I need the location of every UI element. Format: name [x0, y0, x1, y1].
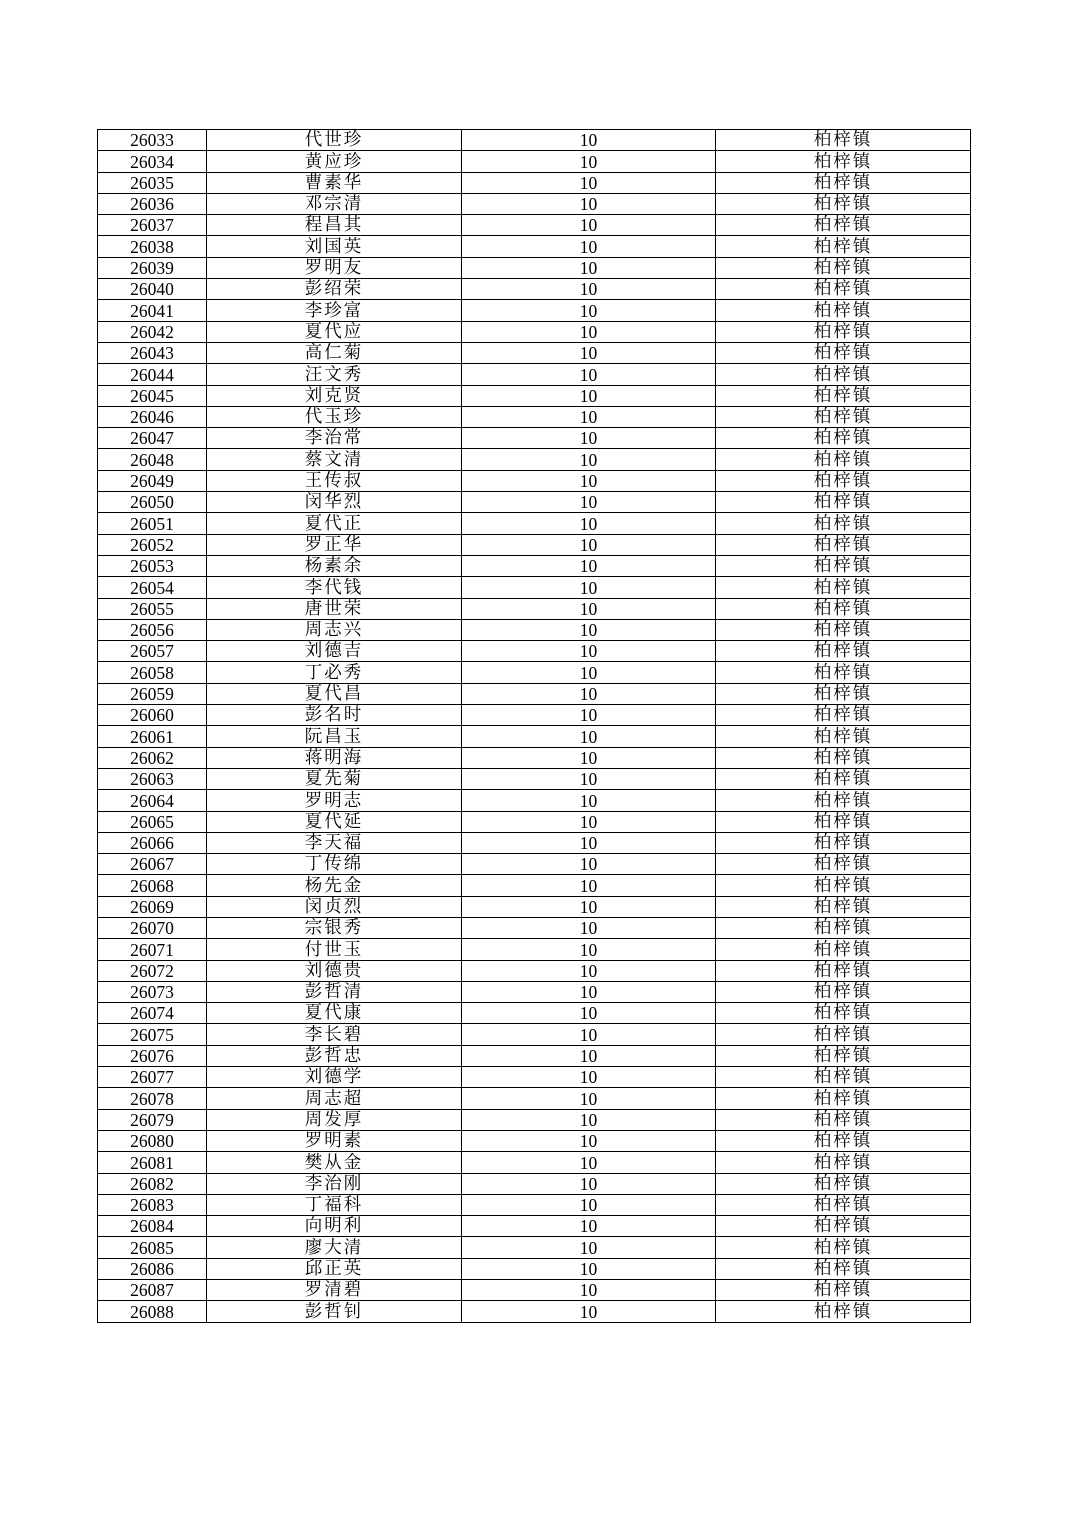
amount-cell: 10: [462, 1067, 716, 1088]
town-cell: 柏梓镇: [716, 875, 971, 896]
name-cell: 代玉珍: [207, 406, 462, 427]
table-row: [98, 1301, 971, 1322]
table-row: [98, 130, 971, 151]
name-cell: 夏代昌: [207, 683, 462, 704]
id-cell: 26033: [98, 130, 207, 151]
town-cell: 柏梓镇: [716, 257, 971, 278]
id-cell: 26086: [98, 1258, 207, 1279]
id-cell: 26047: [98, 428, 207, 449]
id-cell: 26051: [98, 513, 207, 534]
name-cell: 丁必秀: [207, 662, 462, 683]
town-cell: 柏梓镇: [716, 768, 971, 789]
amount-cell: 10: [462, 492, 716, 513]
name-cell: 丁传绵: [207, 854, 462, 875]
town-cell: 柏梓镇: [716, 939, 971, 960]
amount-cell: 10: [462, 747, 716, 768]
table-row: [98, 1045, 971, 1066]
id-cell: 26069: [98, 896, 207, 917]
name-cell: 李代钱: [207, 577, 462, 598]
id-cell: 26039: [98, 257, 207, 278]
town-cell: 柏梓镇: [716, 236, 971, 257]
name-cell: 罗明友: [207, 257, 462, 278]
id-cell: 26036: [98, 193, 207, 214]
name-cell: 彭哲清: [207, 981, 462, 1002]
name-cell: 蒋明海: [207, 747, 462, 768]
town-cell: 柏梓镇: [716, 917, 971, 938]
town-cell: 柏梓镇: [716, 342, 971, 363]
table-row: [98, 151, 971, 172]
table-row: [98, 406, 971, 427]
name-cell: 罗明志: [207, 790, 462, 811]
amount-cell: 10: [462, 1280, 716, 1301]
table-row: [98, 555, 971, 576]
table-row: [98, 726, 971, 747]
id-cell: 26038: [98, 236, 207, 257]
name-cell: 刘德贵: [207, 960, 462, 981]
id-cell: 26040: [98, 279, 207, 300]
id-cell: 26037: [98, 215, 207, 236]
table-row: [98, 577, 971, 598]
name-cell: 周志兴: [207, 619, 462, 640]
name-cell: 唐世荣: [207, 598, 462, 619]
table-row: [98, 193, 971, 214]
amount-cell: 10: [462, 726, 716, 747]
amount-cell: 10: [462, 215, 716, 236]
name-cell: 向明利: [207, 1216, 462, 1237]
table-row: [98, 1003, 971, 1024]
town-cell: 柏梓镇: [716, 1258, 971, 1279]
amount-cell: 10: [462, 768, 716, 789]
table-row: [98, 832, 971, 853]
town-cell: 柏梓镇: [716, 1088, 971, 1109]
id-cell: 26084: [98, 1216, 207, 1237]
name-cell: 刘德学: [207, 1067, 462, 1088]
town-cell: 柏梓镇: [716, 726, 971, 747]
id-cell: 26085: [98, 1237, 207, 1258]
amount-cell: 10: [462, 1045, 716, 1066]
table-row: [98, 1109, 971, 1130]
table-row: [98, 854, 971, 875]
amount-cell: 10: [462, 1152, 716, 1173]
amount-cell: 10: [462, 939, 716, 960]
id-cell: 26048: [98, 449, 207, 470]
amount-cell: 10: [462, 193, 716, 214]
amount-cell: 10: [462, 300, 716, 321]
table-row: [98, 683, 971, 704]
amount-cell: 10: [462, 1088, 716, 1109]
table-row: [98, 917, 971, 938]
amount-cell: 10: [462, 790, 716, 811]
amount-cell: 10: [462, 598, 716, 619]
amount-cell: 10: [462, 577, 716, 598]
amount-cell: 10: [462, 705, 716, 726]
town-cell: 柏梓镇: [716, 321, 971, 342]
town-cell: 柏梓镇: [716, 470, 971, 491]
id-cell: 26043: [98, 342, 207, 363]
town-cell: 柏梓镇: [716, 1130, 971, 1151]
name-cell: 曹素华: [207, 172, 462, 193]
id-cell: 26041: [98, 300, 207, 321]
name-cell: 夏先菊: [207, 768, 462, 789]
amount-cell: 10: [462, 555, 716, 576]
town-cell: 柏梓镇: [716, 513, 971, 534]
roster-table: [97, 129, 971, 1323]
name-cell: 罗明素: [207, 1130, 462, 1151]
id-cell: 26058: [98, 662, 207, 683]
id-cell: 26076: [98, 1045, 207, 1066]
amount-cell: 10: [462, 364, 716, 385]
amount-cell: 10: [462, 1258, 716, 1279]
id-cell: 26067: [98, 854, 207, 875]
table-row: [98, 172, 971, 193]
id-cell: 26035: [98, 172, 207, 193]
roster-sheet: [97, 129, 970, 1323]
name-cell: 周志超: [207, 1088, 462, 1109]
amount-cell: 10: [462, 513, 716, 534]
name-cell: 刘德吉: [207, 641, 462, 662]
table-row: [98, 1130, 971, 1151]
name-cell: 彭名时: [207, 705, 462, 726]
name-cell: 高仁菊: [207, 342, 462, 363]
amount-cell: 10: [462, 1173, 716, 1194]
town-cell: 柏梓镇: [716, 811, 971, 832]
table-row: [98, 768, 971, 789]
table-row: [98, 939, 971, 960]
id-cell: 26062: [98, 747, 207, 768]
table-row: [98, 960, 971, 981]
table-row: [98, 321, 971, 342]
id-cell: 26053: [98, 555, 207, 576]
town-cell: 柏梓镇: [716, 790, 971, 811]
id-cell: 26065: [98, 811, 207, 832]
town-cell: 柏梓镇: [716, 1301, 971, 1322]
amount-cell: 10: [462, 172, 716, 193]
id-cell: 26059: [98, 683, 207, 704]
table-row: [98, 790, 971, 811]
town-cell: 柏梓镇: [716, 279, 971, 300]
town-cell: 柏梓镇: [716, 1024, 971, 1045]
id-cell: 26063: [98, 768, 207, 789]
table-row: [98, 236, 971, 257]
town-cell: 柏梓镇: [716, 1152, 971, 1173]
table-row: [98, 981, 971, 1002]
table-row: [98, 747, 971, 768]
town-cell: 柏梓镇: [716, 428, 971, 449]
town-cell: 柏梓镇: [716, 832, 971, 853]
amount-cell: 10: [462, 875, 716, 896]
id-cell: 26083: [98, 1194, 207, 1215]
id-cell: 26073: [98, 981, 207, 1002]
table-row: [98, 662, 971, 683]
table-row: [98, 364, 971, 385]
amount-cell: 10: [462, 917, 716, 938]
town-cell: 柏梓镇: [716, 385, 971, 406]
name-cell: 樊从金: [207, 1152, 462, 1173]
name-cell: 彭哲钊: [207, 1301, 462, 1322]
name-cell: 夏代正: [207, 513, 462, 534]
name-cell: 王传叔: [207, 470, 462, 491]
id-cell: 26064: [98, 790, 207, 811]
town-cell: 柏梓镇: [716, 1237, 971, 1258]
town-cell: 柏梓镇: [716, 619, 971, 640]
town-cell: 柏梓镇: [716, 641, 971, 662]
amount-cell: 10: [462, 683, 716, 704]
town-cell: 柏梓镇: [716, 130, 971, 151]
id-cell: 26068: [98, 875, 207, 896]
name-cell: 李天福: [207, 832, 462, 853]
amount-cell: 10: [462, 342, 716, 363]
name-cell: 李治常: [207, 428, 462, 449]
town-cell: 柏梓镇: [716, 960, 971, 981]
town-cell: 柏梓镇: [716, 449, 971, 470]
id-cell: 26056: [98, 619, 207, 640]
amount-cell: 10: [462, 960, 716, 981]
town-cell: 柏梓镇: [716, 1109, 971, 1130]
name-cell: 闵贞烈: [207, 896, 462, 917]
amount-cell: 10: [462, 236, 716, 257]
town-cell: 柏梓镇: [716, 662, 971, 683]
name-cell: 闵华烈: [207, 492, 462, 513]
id-cell: 26052: [98, 534, 207, 555]
table-row: [98, 1152, 971, 1173]
town-cell: 柏梓镇: [716, 896, 971, 917]
town-cell: 柏梓镇: [716, 683, 971, 704]
name-cell: 李治刚: [207, 1173, 462, 1194]
id-cell: 26080: [98, 1130, 207, 1151]
amount-cell: 10: [462, 896, 716, 917]
name-cell: 李长碧: [207, 1024, 462, 1045]
roster-table-body: [98, 130, 971, 1323]
table-row: [98, 1194, 971, 1215]
town-cell: 柏梓镇: [716, 193, 971, 214]
amount-cell: 10: [462, 470, 716, 491]
name-cell: 程昌其: [207, 215, 462, 236]
amount-cell: 10: [462, 130, 716, 151]
amount-cell: 10: [462, 151, 716, 172]
name-cell: 丁福科: [207, 1194, 462, 1215]
town-cell: 柏梓镇: [716, 598, 971, 619]
amount-cell: 10: [462, 662, 716, 683]
table-row: [98, 1216, 971, 1237]
name-cell: 阮昌玉: [207, 726, 462, 747]
amount-cell: 10: [462, 1109, 716, 1130]
id-cell: 26071: [98, 939, 207, 960]
table-row: [98, 896, 971, 917]
town-cell: 柏梓镇: [716, 151, 971, 172]
name-cell: 罗清碧: [207, 1280, 462, 1301]
town-cell: 柏梓镇: [716, 705, 971, 726]
table-row: [98, 598, 971, 619]
id-cell: 26077: [98, 1067, 207, 1088]
town-cell: 柏梓镇: [716, 854, 971, 875]
id-cell: 26049: [98, 470, 207, 491]
id-cell: 26054: [98, 577, 207, 598]
table-row: [98, 492, 971, 513]
amount-cell: 10: [462, 279, 716, 300]
name-cell: 彭绍荣: [207, 279, 462, 300]
id-cell: 26075: [98, 1024, 207, 1045]
town-cell: 柏梓镇: [716, 300, 971, 321]
name-cell: 代世珍: [207, 130, 462, 151]
name-cell: 付世玉: [207, 939, 462, 960]
table-row: [98, 385, 971, 406]
name-cell: 杨素余: [207, 555, 462, 576]
amount-cell: 10: [462, 811, 716, 832]
table-row: [98, 1088, 971, 1109]
town-cell: 柏梓镇: [716, 981, 971, 1002]
town-cell: 柏梓镇: [716, 555, 971, 576]
amount-cell: 10: [462, 534, 716, 555]
name-cell: 蔡文清: [207, 449, 462, 470]
town-cell: 柏梓镇: [716, 1045, 971, 1066]
table-row: [98, 279, 971, 300]
town-cell: 柏梓镇: [716, 1194, 971, 1215]
amount-cell: 10: [462, 1024, 716, 1045]
id-cell: 26081: [98, 1152, 207, 1173]
id-cell: 26070: [98, 917, 207, 938]
id-cell: 26088: [98, 1301, 207, 1322]
id-cell: 26034: [98, 151, 207, 172]
amount-cell: 10: [462, 1003, 716, 1024]
name-cell: 邱正英: [207, 1258, 462, 1279]
name-cell: 宗银秀: [207, 917, 462, 938]
town-cell: 柏梓镇: [716, 1067, 971, 1088]
name-cell: 李珍富: [207, 300, 462, 321]
table-row: [98, 534, 971, 555]
table-row: [98, 300, 971, 321]
name-cell: 刘国英: [207, 236, 462, 257]
amount-cell: 10: [462, 1237, 716, 1258]
name-cell: 黄应珍: [207, 151, 462, 172]
table-row: [98, 1280, 971, 1301]
table-row: [98, 619, 971, 640]
table-row: [98, 811, 971, 832]
id-cell: 26087: [98, 1280, 207, 1301]
amount-cell: 10: [462, 981, 716, 1002]
name-cell: 夏代延: [207, 811, 462, 832]
id-cell: 26078: [98, 1088, 207, 1109]
name-cell: 罗正华: [207, 534, 462, 555]
name-cell: 周发厚: [207, 1109, 462, 1130]
amount-cell: 10: [462, 619, 716, 640]
id-cell: 26061: [98, 726, 207, 747]
name-cell: 刘克贤: [207, 385, 462, 406]
table-row: [98, 342, 971, 363]
table-row: [98, 428, 971, 449]
id-cell: 26046: [98, 406, 207, 427]
town-cell: 柏梓镇: [716, 1003, 971, 1024]
id-cell: 26082: [98, 1173, 207, 1194]
amount-cell: 10: [462, 449, 716, 470]
table-row: [98, 1067, 971, 1088]
name-cell: 杨先金: [207, 875, 462, 896]
amount-cell: 10: [462, 321, 716, 342]
table-row: [98, 705, 971, 726]
town-cell: 柏梓镇: [716, 534, 971, 555]
amount-cell: 10: [462, 1216, 716, 1237]
name-cell: 邓宗清: [207, 193, 462, 214]
name-cell: 夏代应: [207, 321, 462, 342]
name-cell: 廖大清: [207, 1237, 462, 1258]
table-row: [98, 449, 971, 470]
amount-cell: 10: [462, 385, 716, 406]
id-cell: 26044: [98, 364, 207, 385]
amount-cell: 10: [462, 832, 716, 853]
id-cell: 26072: [98, 960, 207, 981]
id-cell: 26074: [98, 1003, 207, 1024]
id-cell: 26060: [98, 705, 207, 726]
name-cell: 汪文秀: [207, 364, 462, 385]
amount-cell: 10: [462, 406, 716, 427]
table-row: [98, 1258, 971, 1279]
id-cell: 26045: [98, 385, 207, 406]
town-cell: 柏梓镇: [716, 215, 971, 236]
table-row: [98, 875, 971, 896]
amount-cell: 10: [462, 1194, 716, 1215]
id-cell: 26042: [98, 321, 207, 342]
amount-cell: 10: [462, 257, 716, 278]
town-cell: 柏梓镇: [716, 406, 971, 427]
amount-cell: 10: [462, 1130, 716, 1151]
town-cell: 柏梓镇: [716, 1216, 971, 1237]
town-cell: 柏梓镇: [716, 492, 971, 513]
id-cell: 26066: [98, 832, 207, 853]
town-cell: 柏梓镇: [716, 1173, 971, 1194]
amount-cell: 10: [462, 641, 716, 662]
town-cell: 柏梓镇: [716, 172, 971, 193]
table-row: [98, 257, 971, 278]
name-cell: 夏代康: [207, 1003, 462, 1024]
table-row: [98, 1237, 971, 1258]
amount-cell: 10: [462, 1301, 716, 1322]
table-row: [98, 641, 971, 662]
amount-cell: 10: [462, 854, 716, 875]
table-row: [98, 1173, 971, 1194]
table-row: [98, 513, 971, 534]
table-row: [98, 1024, 971, 1045]
id-cell: 26057: [98, 641, 207, 662]
name-cell: 彭哲忠: [207, 1045, 462, 1066]
town-cell: 柏梓镇: [716, 577, 971, 598]
id-cell: 26079: [98, 1109, 207, 1130]
id-cell: 26055: [98, 598, 207, 619]
amount-cell: 10: [462, 428, 716, 449]
table-row: [98, 215, 971, 236]
town-cell: 柏梓镇: [716, 1280, 971, 1301]
id-cell: 26050: [98, 492, 207, 513]
town-cell: 柏梓镇: [716, 364, 971, 385]
town-cell: 柏梓镇: [716, 747, 971, 768]
table-row: [98, 470, 971, 491]
